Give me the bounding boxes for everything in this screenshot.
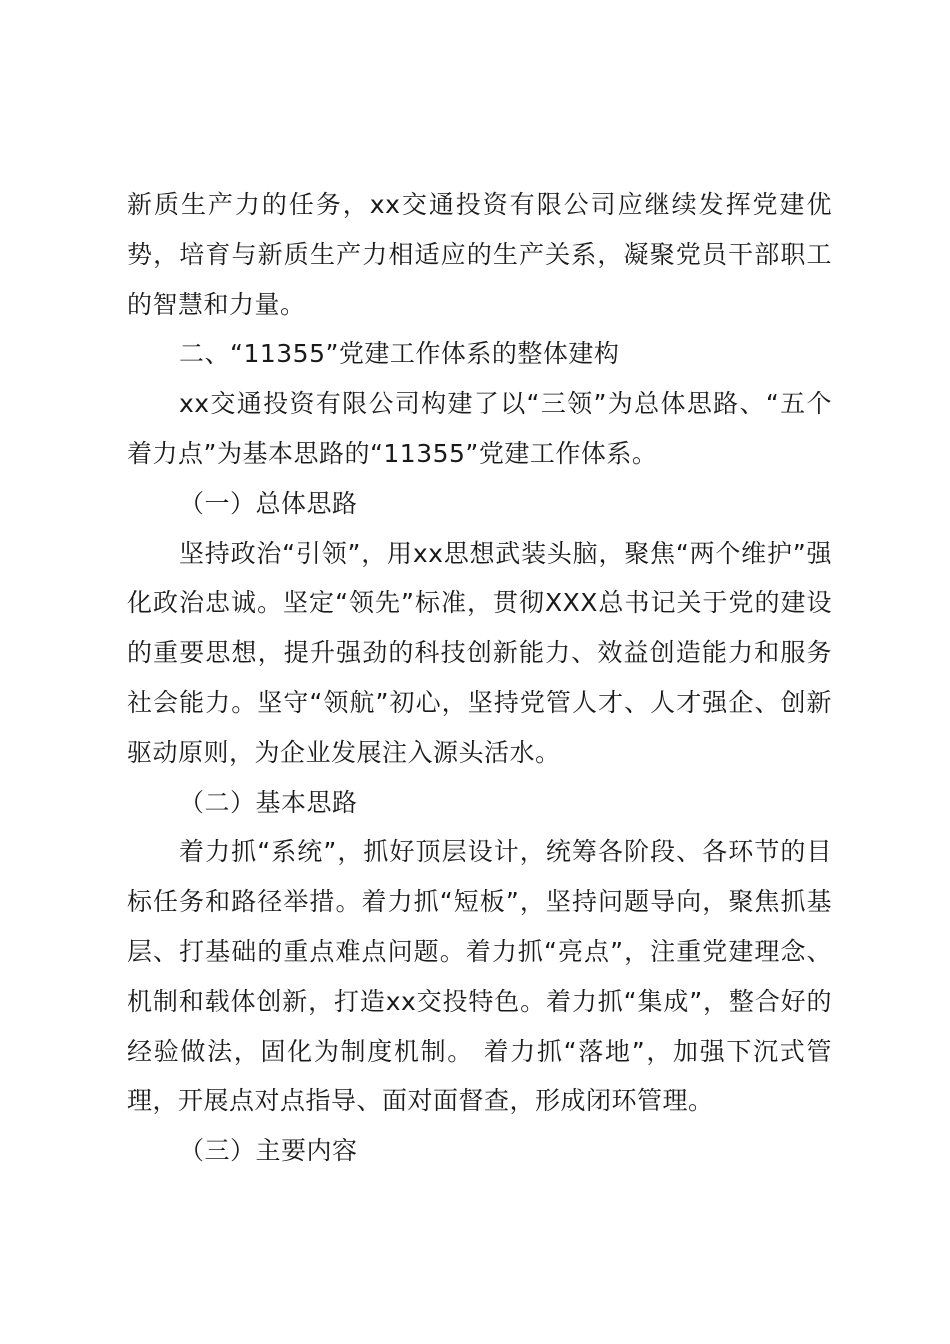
subheading-basic-approach: （二）基本思路 <box>179 787 358 817</box>
paragraph-continuation: 新质生产力的任务，xx交通投资有限公司应继续发挥党建优势，培育与新质生产力相适应的生产关系，凝聚党员干部职工的智慧和力量。 <box>127 190 832 319</box>
paragraph-overall-approach: 坚持政治“引领”，用xx思想武装头脑，聚焦“两个维护”强化政治忠诚。坚定“领先”标准，贯彻XXX总书记关于党的建设的重要思想，提升强劲的科技创新能力、效益创造能力和服务社会能力。坚守“领航”初心，坚持党管人才、人才强企、创新驱动原则，为企业发展注入源头活水。 <box>127 538 832 767</box>
section-heading-2: 二、“11355”党建工作体系的整体建构 <box>179 339 620 369</box>
document-body <box>127 180 832 1176</box>
subheading-overall-approach: （一）总体思路 <box>179 488 358 518</box>
subheading-main-content: （三）主要内容 <box>179 1136 358 1166</box>
paragraph-basic-approach: 着力抓“系统”，抓好顶层设计，统筹各阶段、各环节的目标任务和路径举措。着力抓“短板”，坚持问题导向，聚焦抓基层、打基础的重点难点问题。着力抓“亮点”，注重党建理念、机制和载体创新，打造xx交投特色。着力抓“集成”，整合好的经验做法，固化为制度机制。 着力抓“落地”，加强下沉式管理，开展点对点指导、面对面督查，形成闭环管理。 <box>127 837 832 1116</box>
paragraph-system-intro: xx交通投资有限公司构建了以“三领”为总体思路、“五个着力点”为基本思路的“11355”党建工作体系。 <box>127 389 832 468</box>
